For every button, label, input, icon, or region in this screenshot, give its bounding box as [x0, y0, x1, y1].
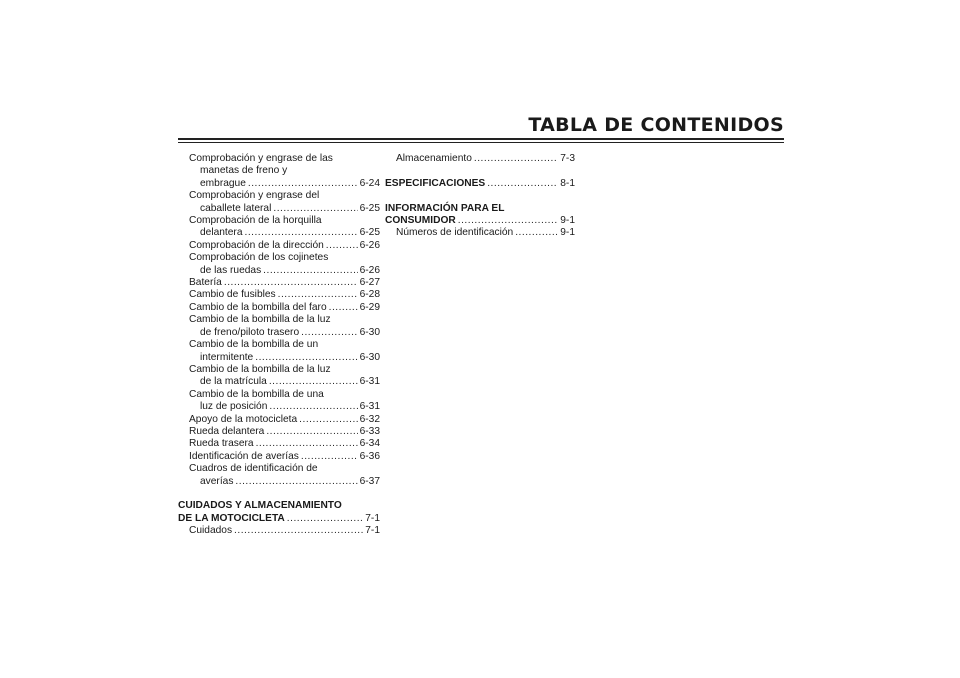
leader-dots — [287, 513, 363, 525]
toc-entry[interactable] — [385, 153, 575, 165]
toc-entry-page: 6-29 — [359, 301, 380, 313]
toc-entry[interactable] — [178, 339, 380, 351]
spacer — [385, 190, 575, 202]
toc-entry-page: 6-37 — [359, 475, 380, 487]
toc-entry-title: Batería — [189, 277, 222, 289]
toc-entry[interactable] — [178, 352, 380, 364]
toc-column-left — [178, 153, 380, 538]
toc-entry-page: 6-25 — [359, 202, 380, 214]
page-title: TABLA DE CONTENIDOS — [528, 114, 784, 136]
leader-dots — [224, 277, 358, 289]
toc-entry-title: Cambio de la bombilla de una — [189, 388, 324, 400]
leader-dots — [244, 227, 357, 239]
toc-entry-page: 6-30 — [359, 351, 380, 363]
toc-entry-page: 6-31 — [359, 401, 380, 413]
toc-column-right — [385, 153, 575, 240]
leader-dots — [474, 153, 558, 165]
toc-entry-title: Cuidados — [189, 525, 233, 537]
toc-entry-title: Comprobación de la horquilla — [189, 215, 322, 227]
toc-entry-page: 6-28 — [359, 289, 380, 301]
leader-dots — [235, 476, 357, 488]
toc-entry[interactable] — [178, 364, 380, 376]
toc-entry-page: 6-26 — [359, 239, 380, 251]
toc-entry-page: 6-34 — [359, 438, 380, 450]
leader-dots — [269, 376, 358, 388]
toc-entry[interactable] — [385, 227, 575, 239]
leader-dots — [299, 414, 357, 426]
toc-entry-title: Números de identificación — [396, 227, 514, 239]
toc-section-page: 8-1 — [560, 177, 575, 189]
leader-dots — [458, 215, 559, 227]
toc-entry-page: 6-33 — [359, 425, 380, 437]
toc-entry[interactable] — [178, 277, 380, 289]
toc-section[interactable] — [385, 178, 575, 190]
toc-entry-page: 6-27 — [359, 277, 380, 289]
toc-section[interactable] — [385, 203, 575, 215]
leader-dots — [278, 289, 358, 301]
toc-entry-title: caballete lateral — [200, 202, 272, 214]
toc-entry-title: averías — [200, 475, 234, 487]
toc-section-title: DE LA MOTOCICLETA — [178, 512, 285, 524]
toc-entry[interactable] — [178, 426, 380, 438]
toc-entry-title: Cambio de la bombilla del faro — [189, 301, 327, 313]
toc-entry-title: Almacenamiento — [396, 153, 472, 164]
toc-entry[interactable] — [178, 227, 380, 239]
toc-entry-title: delantera — [200, 227, 243, 239]
toc-entry-title: Rueda trasera — [189, 438, 254, 450]
toc-entry-title: intermitente — [200, 351, 254, 363]
toc-entry-title: Cambio de la bombilla de un — [189, 339, 319, 351]
toc-entry-title: Comprobación y engrase del — [189, 190, 320, 202]
toc-entry[interactable] — [178, 178, 380, 190]
toc-entry[interactable] — [178, 389, 380, 401]
toc-entry-page: 6-26 — [359, 264, 380, 276]
toc-entry-title: embrague — [200, 177, 246, 189]
toc-entry-title: Cambio de fusibles — [189, 289, 276, 301]
toc-entry[interactable] — [178, 451, 380, 463]
leader-dots — [329, 302, 358, 314]
toc-entry[interactable] — [178, 327, 380, 339]
leader-dots — [515, 227, 558, 239]
toc-entry-title: Comprobación de los cojinetes — [189, 252, 329, 264]
toc-entry[interactable] — [178, 414, 380, 426]
title-rule-thin — [178, 142, 784, 143]
toc-entry[interactable] — [178, 376, 380, 388]
toc-section-page: 9-1 — [560, 215, 575, 226]
toc-entry[interactable] — [178, 190, 380, 202]
toc-section-title: CUIDADOS Y ALMACENAMIENTO — [178, 500, 342, 512]
leader-dots — [487, 178, 558, 190]
leader-dots — [301, 327, 358, 339]
leader-dots — [269, 401, 357, 413]
toc-entry-title: de la matrícula — [200, 376, 267, 388]
toc-entry-page: 7-3 — [560, 153, 575, 164]
toc-entry-title: luz de posición — [200, 401, 268, 413]
toc-entry-title: manetas de freno y — [200, 165, 288, 177]
title-rule-thick — [178, 138, 784, 140]
toc-entry[interactable] — [178, 265, 380, 277]
toc-entry-page: 6-30 — [359, 326, 380, 338]
toc-entry-title: de las ruedas — [200, 264, 262, 276]
toc-entry-title: de freno/piloto trasero — [200, 326, 300, 338]
leader-dots — [255, 352, 357, 364]
toc-entry[interactable] — [178, 314, 380, 326]
toc-section-title: CONSUMIDOR — [385, 215, 456, 226]
spacer — [178, 488, 380, 500]
toc-entry-title: Cuadros de identificación de — [189, 463, 318, 475]
toc-entry-title: Apoyo de la motocicleta — [189, 413, 298, 425]
toc-entry[interactable] — [178, 289, 380, 301]
toc-entry[interactable] — [178, 476, 380, 488]
toc-entry[interactable] — [178, 438, 380, 450]
toc-section-page: 7-1 — [365, 512, 380, 524]
toc-entry-page: 6-36 — [359, 450, 380, 462]
toc-entry-title: Rueda delantera — [189, 425, 265, 437]
leader-dots — [263, 265, 357, 277]
toc-entry-title: Identificación de averías — [189, 450, 299, 462]
toc-entry[interactable] — [178, 203, 380, 215]
toc-entry-title: Comprobación y engrase de las — [189, 153, 333, 164]
toc-entry[interactable] — [178, 153, 380, 165]
toc-entry[interactable] — [178, 525, 380, 537]
toc-entry[interactable] — [178, 252, 380, 264]
toc-entry-page: 6-24 — [359, 177, 380, 189]
toc-entry-title: Comprobación de la dirección — [189, 239, 324, 251]
toc-section-title: ESPECIFICACIONES — [385, 177, 486, 189]
leader-dots — [326, 240, 358, 252]
leader-dots — [266, 426, 357, 438]
toc-entry-title: Cambio de la bombilla de la luz — [189, 314, 331, 326]
toc-entry[interactable] — [178, 401, 380, 413]
toc-entry[interactable] — [178, 165, 380, 177]
toc-entry-page: 6-32 — [359, 413, 380, 425]
toc-section-title: INFORMACIÓN PARA EL — [385, 202, 505, 214]
toc-entry-page: 6-31 — [359, 376, 380, 388]
leader-dots — [256, 438, 358, 450]
toc-entry[interactable] — [178, 240, 380, 252]
toc-entry-page: 7-1 — [365, 525, 380, 537]
toc-entry[interactable] — [178, 215, 380, 227]
toc-entry[interactable] — [178, 302, 380, 314]
toc-entry[interactable] — [178, 463, 380, 475]
toc-section[interactable] — [178, 500, 380, 512]
toc-entry-title: Cambio de la bombilla de la luz — [189, 363, 331, 375]
leader-dots — [273, 203, 357, 215]
leader-dots — [301, 451, 358, 463]
toc-section[interactable] — [178, 513, 380, 525]
leader-dots — [234, 525, 363, 537]
leader-dots — [248, 178, 358, 190]
toc-entry-page: 9-1 — [560, 227, 575, 239]
toc-entry-page: 6-25 — [359, 227, 380, 239]
toc-section[interactable] — [385, 215, 575, 227]
spacer — [385, 165, 575, 177]
